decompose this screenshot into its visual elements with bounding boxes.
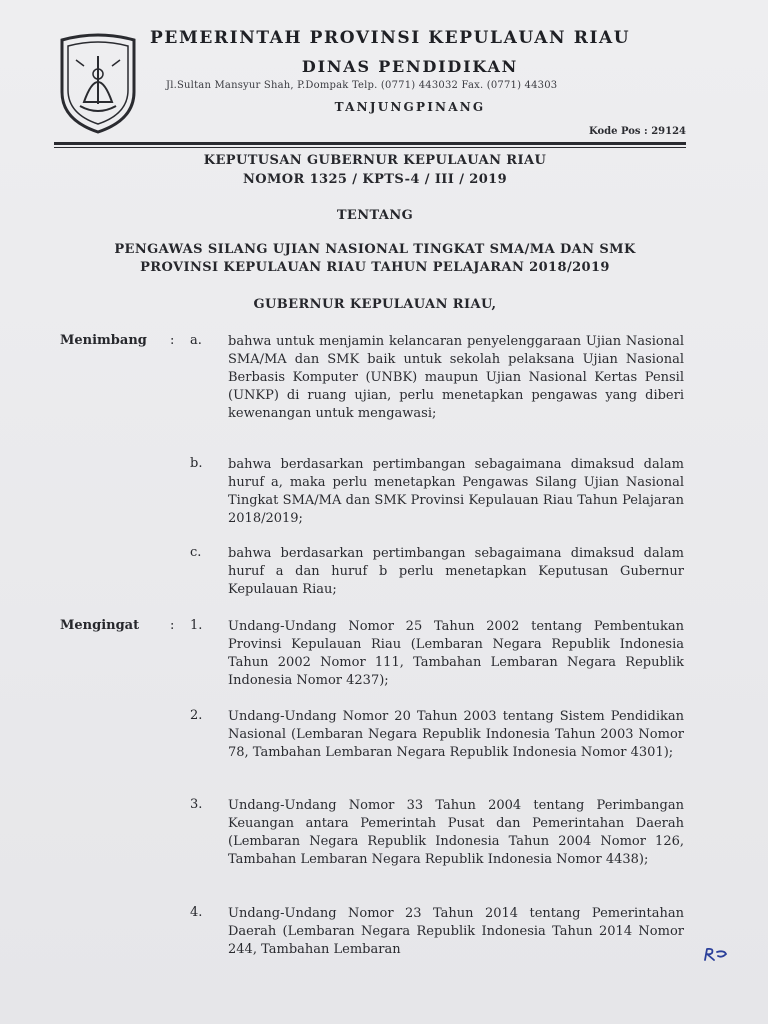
mengingat-item-text: Undang-Undang Nomor 23 Tahun 2014 tentang Pemerintahan Daerah (Lembaran Negara Republik Indonesia Tahun 2014 Nomor 244, Tambahan Lembaran [228, 906, 684, 957]
decree-number: NOMOR 1325 / KPTS-4 / III / 2019 [242, 172, 508, 187]
letterhead-city: TANJUNGPINANG [334, 100, 486, 114]
letterhead-address: Jl.Sultan Mansyur Shah, P.Dompak Telp. (0771) 443032 Fax. (0771) 44303 [166, 80, 558, 91]
letterhead-government: PEMERINTAH PROVINSI KEPULAUAN RIAU [150, 28, 631, 48]
mengingat-colon: : [170, 618, 175, 633]
handwritten-paraf-mark [702, 946, 732, 962]
decree-about-label: TENTANG [336, 208, 414, 223]
mengingat-item-marker: 2. [190, 708, 203, 723]
mengingat-label: Mengingat [60, 618, 140, 633]
decree-subject-line2: PROVINSI KEPULAUAN RIAU TAHUN PELAJARAN 2018/2019 [140, 260, 610, 275]
mengingat-item-marker: 1. [190, 618, 203, 633]
menimbang-colon: : [170, 333, 175, 348]
decree-subject-line1: PENGAWAS SILANG UJIAN NASIONAL TINGKAT SMA/MA DAN SMK [114, 242, 636, 257]
decree-title: KEPUTUSAN GUBERNUR KEPULAUAN RIAU [203, 153, 547, 168]
province-emblem-icon [54, 32, 142, 136]
mengingat-item-text: Undang-Undang Nomor 25 Tahun 2002 tentang Pembentukan Provinsi Kepulauan Riau (Lembaran Negara Republik Indonesia Tahun 2002 Nomor 111, Tambahan Lembaran Negara Republik Indonesia Nomor 4237); [228, 619, 684, 688]
mengingat-item-text: Undang-Undang Nomor 33 Tahun 2004 tentang Perimbangan Keuangan antara Pemerintah Pusat dan Pemerintahan Daerah (Lembaran Negara Republik Indonesia Tahun 2004 Nomor 126, Tambahan Lembaran Negara Republik Indonesia Nomor 4438); [228, 798, 684, 867]
letterhead-postal-code: Kode Pos : 29124 [589, 126, 686, 137]
menimbang-label: Menimbang [60, 333, 147, 348]
letterhead-agency: DINAS PENDIDIKAN [301, 57, 519, 76]
menimbang-item-marker: a. [190, 333, 202, 348]
mengingat-item-text: Undang-Undang Nomor 20 Tahun 2003 tentang Sistem Pendidikan Nasional (Lembaran Negara Republik Indonesia Tahun 2003 Nomor 78, Tambahan Lembaran Negara Republik Indonesia Nomor 4301); [228, 709, 684, 760]
menimbang-item-text: bahwa untuk menjamin kelancaran penyelenggaraan Ujian Nasional SMA/MA dan SMK baik untuk sekolah pelaksana Ujian Nasional Berbasis Komputer (UNBK) maupun Ujian Nasional Kertas Pensil (UNKP) di ruang ujian, perlu menetapkan pengawas yang diberi kewenangan untuk mengawasi; [228, 334, 684, 421]
decree-issuer: GUBERNUR KEPULAUAN RIAU, [253, 297, 497, 312]
mengingat-item-marker: 3. [190, 797, 203, 812]
mengingat-item-marker: 4. [190, 905, 203, 920]
menimbang-item-marker: b. [190, 456, 203, 471]
menimbang-item-marker: c. [190, 545, 202, 560]
menimbang-item-text: bahwa berdasarkan pertimbangan sebagaimana dimaksud dalam huruf a, maka perlu menetapkan Pengawas Silang Ujian Nasional Tingkat SMA/MA dan SMK Provinsi Kepulauan Riau Tahun Pelajaran 2018/2019; [228, 457, 684, 526]
header-divider-thin [54, 147, 686, 148]
header-divider-thick [54, 142, 686, 145]
menimbang-item-text: bahwa berdasarkan pertimbangan sebagaimana dimaksud dalam huruf a dan huruf b perlu menetapkan Keputusan Gubernur Kepulauan Riau; [228, 546, 684, 597]
